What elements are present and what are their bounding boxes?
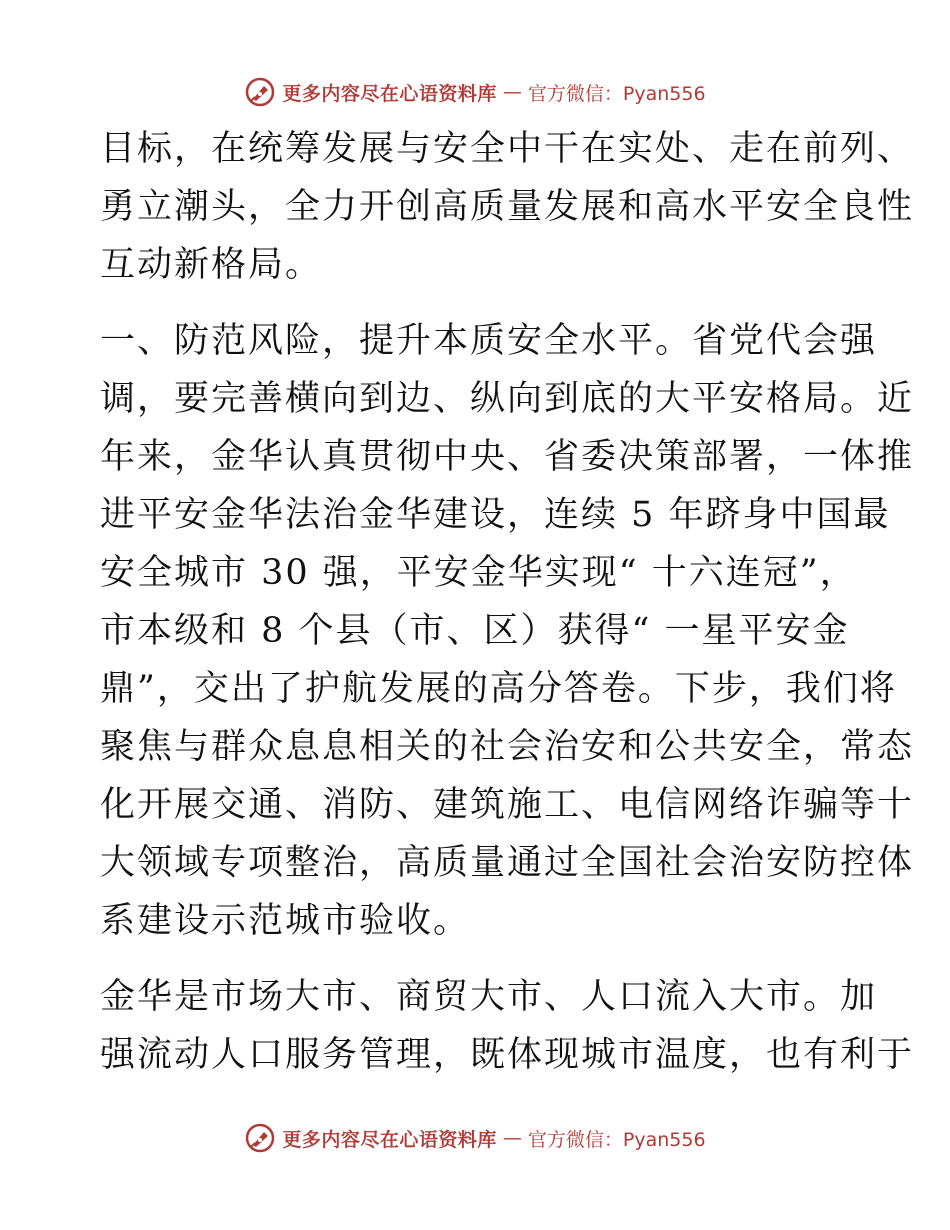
text-line: 安全城市 30 强，平安金华实现“ 十六连冠”， [100, 553, 857, 593]
text-line: 强流动人口服务管理，既体现城市温度，也有利于 [100, 1035, 915, 1075]
text-line: 互动新格局。 [100, 245, 323, 285]
watermark-separator: — [502, 81, 522, 103]
watermark-brand: 更多内容尽在心语资料库 [282, 1128, 497, 1151]
text-line: 一、防范风险，提升本质安全水平。省党代会强 [100, 321, 878, 361]
paragraph [100, 312, 915, 950]
watermark-brand: 更多内容尽在心语资料库 [282, 82, 497, 105]
pen-nib-logo-icon [244, 1122, 276, 1154]
text-line: 勇立潮头，全力开创高质量发展和高水平安全良性 [100, 187, 915, 227]
pen-nib-logo-icon [244, 76, 276, 108]
watermark-contact: 官方微信：Pyan556 [527, 1128, 706, 1151]
header-watermark [0, 72, 950, 112]
text-line: 进平安金华法治金华建设，连续 5 年跻身中国最 [100, 495, 891, 535]
text-line: 市本级和 8 个县（市、区）获得“ 一星平安金 [100, 611, 850, 651]
text-line: 金华是市场大市、商贸大市、人口流入大市。加 [100, 977, 878, 1017]
text-line: 聚焦与群众息息相关的社会治安和公共安全，常态 [100, 727, 915, 767]
text-line: 鼎”，交出了护航发展的高分答卷。下步，我们将 [100, 669, 897, 709]
text-line: 化开展交通、消防、建筑施工、电信网络诈骗等十 [100, 785, 915, 825]
footer-watermark [0, 1118, 950, 1158]
text-line: 大领域专项整治，高质量通过全国社会治安防控体 [100, 843, 915, 883]
text-line: 系建设示范城市验收。 [100, 901, 471, 941]
watermark-contact: 官方微信：Pyan556 [527, 82, 706, 105]
paragraph [100, 968, 915, 1084]
document-body [100, 120, 915, 1084]
text-line: 调，要完善横向到边、纵向到底的大平安格局。近 [100, 379, 915, 419]
text-line: 目标，在统筹发展与安全中干在实处、走在前列、 [100, 129, 915, 169]
text-line: 年来，金华认真贯彻中央、省委决策部署，一体推 [100, 437, 915, 477]
paragraph [100, 120, 915, 294]
watermark-separator: — [502, 1127, 522, 1149]
